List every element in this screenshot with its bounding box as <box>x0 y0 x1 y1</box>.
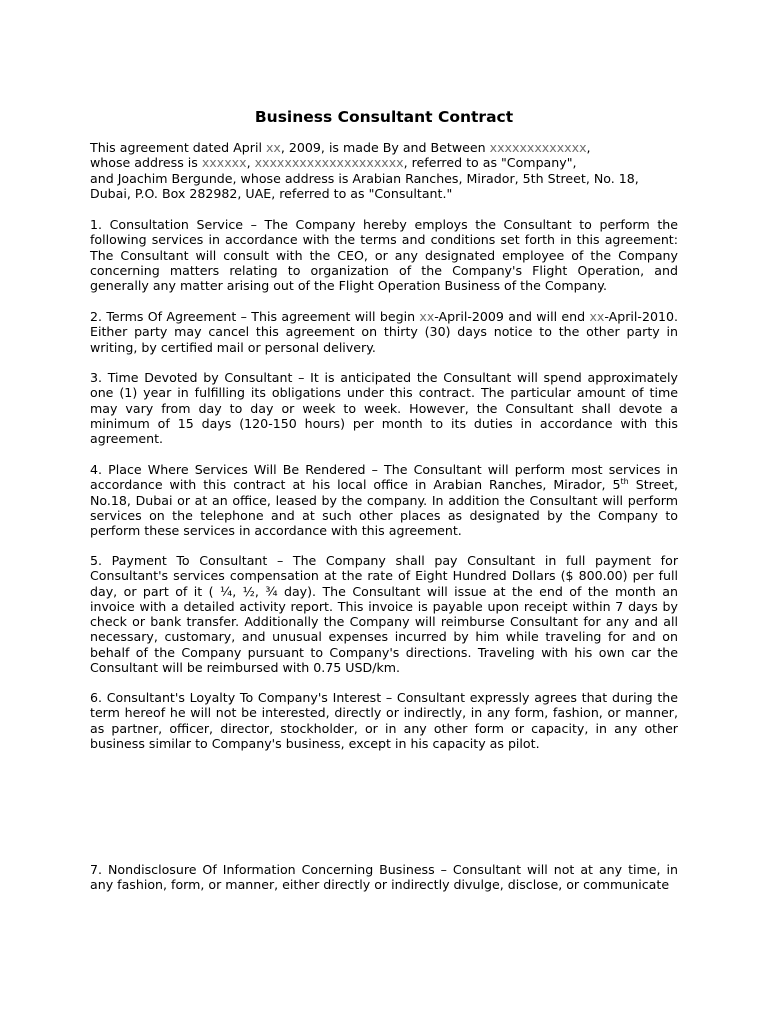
intro-line-3: and Joachim Bergunde, whose address is Arabian Ranches, Mirador, 5th Street, No. 18, <box>90 170 639 186</box>
placeholder-text: xx <box>419 309 435 324</box>
placeholder-text: xxxxxx <box>201 155 247 171</box>
clause-text: -April-2009 and will end <box>434 309 590 324</box>
clause-text: 4. Place Where Services Will Be Rendered – The Consultant will perform most services in accordance with this contract at his local office in Arabian Ranches, Mirador, 5 <box>90 462 678 493</box>
placeholder-text: xxxxxxxxxxxxxxxxxxxx <box>254 155 404 171</box>
intro-line-2 <box>90 155 678 170</box>
intro-text: , <box>246 155 255 171</box>
clause-text: -April-2010. Either party may cancel this agreement on thirty (30) days notice to the other party in writing, by certified mail or personal delivery. <box>90 309 678 355</box>
placeholder-text: xx <box>589 309 605 324</box>
clause-4-place-of-services <box>90 462 678 538</box>
superscript-text: th <box>620 477 629 487</box>
intro-text: whose address is <box>90 155 202 171</box>
intro-text: , referred to as "Company", <box>403 155 577 171</box>
intro-text: This agreement dated April <box>90 140 266 155</box>
intro-line-4: Dubai, P.O. Box 282982, UAE, referred to as "Consultant." <box>90 185 453 201</box>
placeholder-text: xxxxxxxxxxxxx <box>489 140 587 155</box>
clause-text: 2. Terms Of Agreement – This agreement will begin <box>90 309 420 324</box>
intro-text: , <box>586 140 591 155</box>
intro-line-1 <box>90 140 678 155</box>
clause-6-loyalty: 6. Consultant's Loyalty To Company's Interest – Consultant expressly agrees that during the term hereof he will not be interested, directly or indirectly, in any form, fashion, or manner, as partner, officer, director, stockholder, or in any other form or capacity, in any other business similar to Company's business, except in his capacity as pilot. <box>90 690 678 751</box>
intro-text: , 2009, is made By and Between <box>280 140 490 155</box>
clause-3-time-devoted: 3. Time Devoted by Consultant – It is anticipated the Consultant will spend approximately one (1) year in fulfilling its obligations under this contract. The particular amount of time may vary from day to day or week to week. However, the Consultant shall devote a minimum of 15 days (120-150 hours) per month to its duties in accordance with this agreement. <box>90 370 678 447</box>
intro-paragraph <box>90 140 678 201</box>
clause-1-consultation-service: 1. Consultation Service – The Company hereby employs the Consultant to perform the following services in accordance with the terms and conditions set forth in this agreement: The Consultant will consult with the CEO, or any designated employee of the Company concerning matters relating to organization of the Company's Flight Operation, and generally any matter arising out of the Flight Operation Business of the Company. <box>90 217 678 294</box>
clause-5-payment: 5. Payment To Consultant – The Company shall pay Consultant in full payment for Consultant's services compensation at the rate of Eight Hundred Dollars ($ 800.00) per full day, or part of it ( ¼, ½, ¾ day). The Consultant will issue at the end of the month an invoice with a detailed activity report. This invoice is payable upon receipt within 7 days by check or bank transfer. Additionally the Company will reimburse Consultant for any and all necessary, customary, and unusual expenses incurred by him while traveling for and on behalf of the Company pursuant to Company's directions. Traveling with his own car the Consultant will be reimbursed with 0.75 USD/km. <box>90 553 678 676</box>
placeholder-text: xx <box>265 140 281 155</box>
clause-2-terms-of-agreement <box>90 309 678 355</box>
clause-7-nondisclosure: 7. Nondisclosure Of Information Concerning Business – Consultant will not at any time, in any fashion, form, or manner, either directly or indirectly divulge, disclose, or communicate <box>90 862 678 893</box>
document-title: Business Consultant Contract <box>254 108 514 126</box>
clause-text: Street, No.18, Dubai or at an office, leased by the company. In addition the Consultant will perform services on the telephone and at such other places as designated by the Company to perform these services in accordance with this agreement. <box>90 477 678 539</box>
